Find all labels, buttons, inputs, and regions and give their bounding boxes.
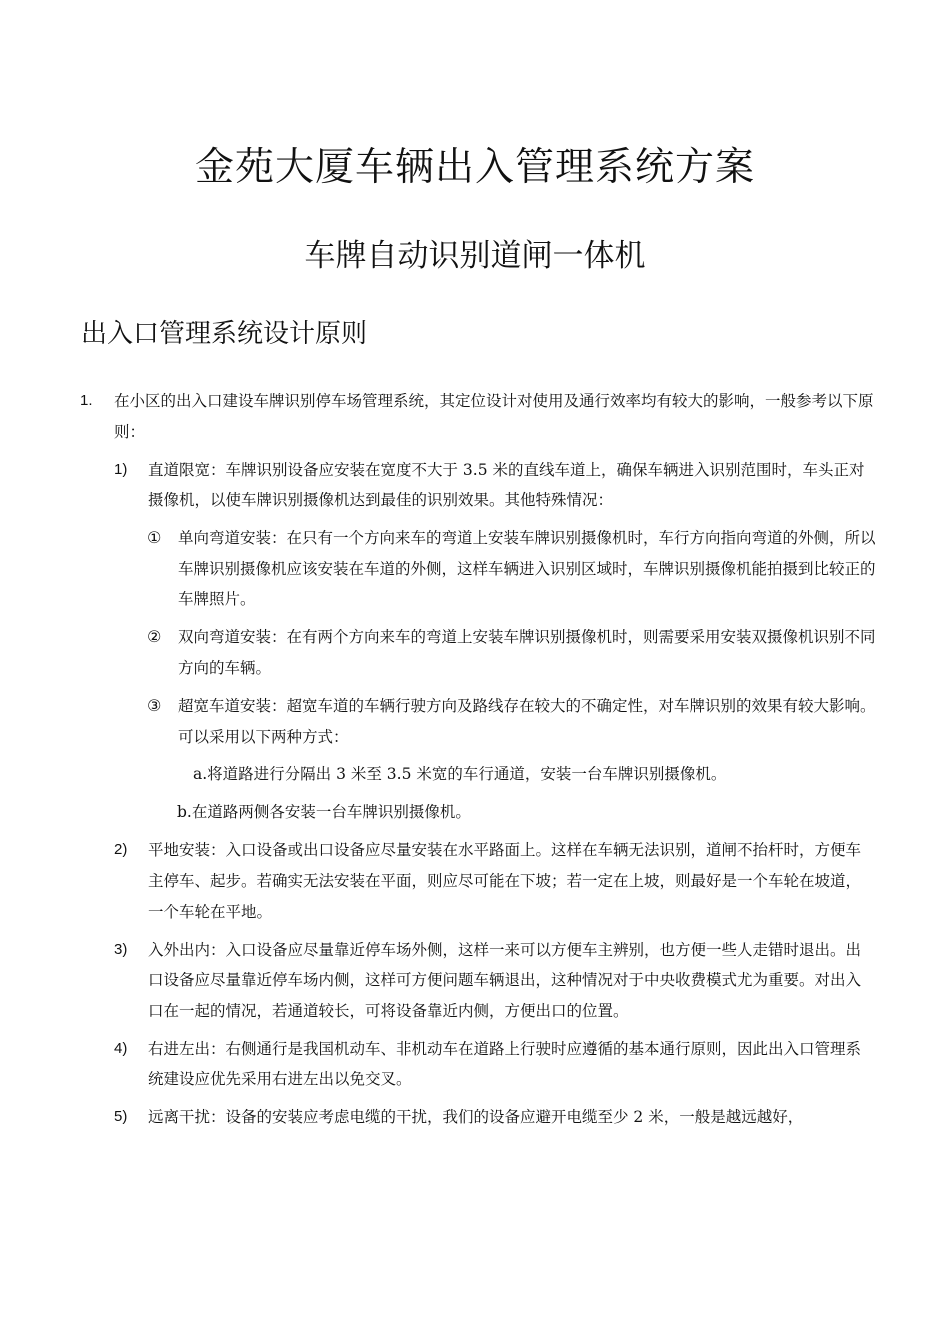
list-item-sub-a bbox=[0, 759, 950, 790]
list-text: 双向弯道安装：在有两个方向来车的弯道上安装车牌识别摄像机时，则需要采用安装双摄像机识别不同方向的车辆。 bbox=[178, 628, 876, 677]
list-number: 5) bbox=[114, 1108, 128, 1126]
section-heading: 出入口管理系统设计原则 bbox=[81, 319, 368, 349]
list-text: 超宽车道安装：超宽车道的车辆行驶方向及路线存在较大的不确定性，对车牌识别的效果有较大影响。可以采用以下两种方式： bbox=[178, 696, 876, 746]
list-number: 4) bbox=[114, 1039, 128, 1057]
list-number: 1. bbox=[80, 392, 93, 409]
list-text: b.在道路两侧各安装一台车牌识别摄像机。 bbox=[177, 803, 471, 822]
list-item-circle-2 bbox=[0, 622, 950, 683]
list-item-1-2 bbox=[0, 835, 950, 927]
list-number: 3) bbox=[114, 940, 128, 958]
list-text: 入外出内：入口设备应尽量靠近停车场外侧，这样一来可以方便车主辨别，也方便一些人走错时退出。出口设备应尽量靠近停车场内侧，这样可方便问题车辆退出，这种情况对于中央收费模式尤为重要。对出入口在一起的情况，若通道较长，可将设备靠近内侧，方便出口的位置。 bbox=[148, 940, 862, 1020]
list-number: 1) bbox=[114, 460, 128, 478]
list-text: 直道限宽：车牌识别设备应安装在宽度不大于 3.5 米的直线车道上，确保车辆进入识别范围时，车头正对摄像机，以使车牌识别摄像机达到最佳的识别效果。其他特殊情况： bbox=[148, 460, 865, 510]
list-item-1-5 bbox=[0, 1102, 950, 1133]
list-text: 右进左出：右侧通行是我国机动车、非机动车在道路上行驶时应遵循的基本通行原则，因此出入口管理系统建设应优先采用右进左出以免交叉。 bbox=[148, 1039, 862, 1089]
list-number: ② bbox=[147, 627, 162, 647]
list-item-circle-3 bbox=[0, 691, 950, 752]
list-item-1 bbox=[0, 386, 950, 447]
list-text: a.将道路进行分隔出 3 米至 3.5 米宽的车行通道，安装一台车牌识别摄像机。 bbox=[193, 765, 727, 784]
list-item-sub-b bbox=[0, 797, 950, 828]
list-number: ① bbox=[147, 528, 162, 548]
list-text: 在小区的出入口建设车牌识别停车场管理系统，其定位设计对使用及通行效率均有较大的影响，一般参考以下原则： bbox=[114, 392, 874, 441]
list-text: 远离干扰：设备的安装应考虑电缆的干扰，我们的设备应避开电缆至少 2 米，一般是越远越好， bbox=[148, 1108, 804, 1127]
list-item-circle-1 bbox=[0, 523, 950, 615]
list-number: 2) bbox=[114, 841, 128, 859]
list-item-1-3 bbox=[0, 935, 950, 1027]
list-text: 平地安装：入口设备或出口设备应尽量安装在水平路面上。这样在车辆无法识别，道闸不抬杆时，方便车主停车、起步。若确实无法安装在平面，则应尽可能在下坡；若一定在上坡，则最好是一个车轮在坡道，一个车轮在平地。 bbox=[148, 841, 862, 921]
document-body bbox=[0, 386, 950, 1140]
list-text: 单向弯道安装：在只有一个方向来车的弯道上安装车牌识别摄像机时，车行方向指向弯道的外侧，所以车牌识别摄像机应该安装在车道的外侧，这样车辆进入识别区域时，车牌识别摄像机能拍摄到比较正的车牌照片。 bbox=[178, 529, 876, 609]
list-item-1-1 bbox=[0, 455, 950, 516]
document-subtitle: 车牌自动识别道闸一体机 bbox=[304, 238, 646, 274]
list-number: ③ bbox=[147, 695, 162, 715]
list-item-1-4 bbox=[0, 1034, 950, 1095]
document-title: 金苑大厦车辆出入管理系统方案 bbox=[194, 145, 755, 190]
